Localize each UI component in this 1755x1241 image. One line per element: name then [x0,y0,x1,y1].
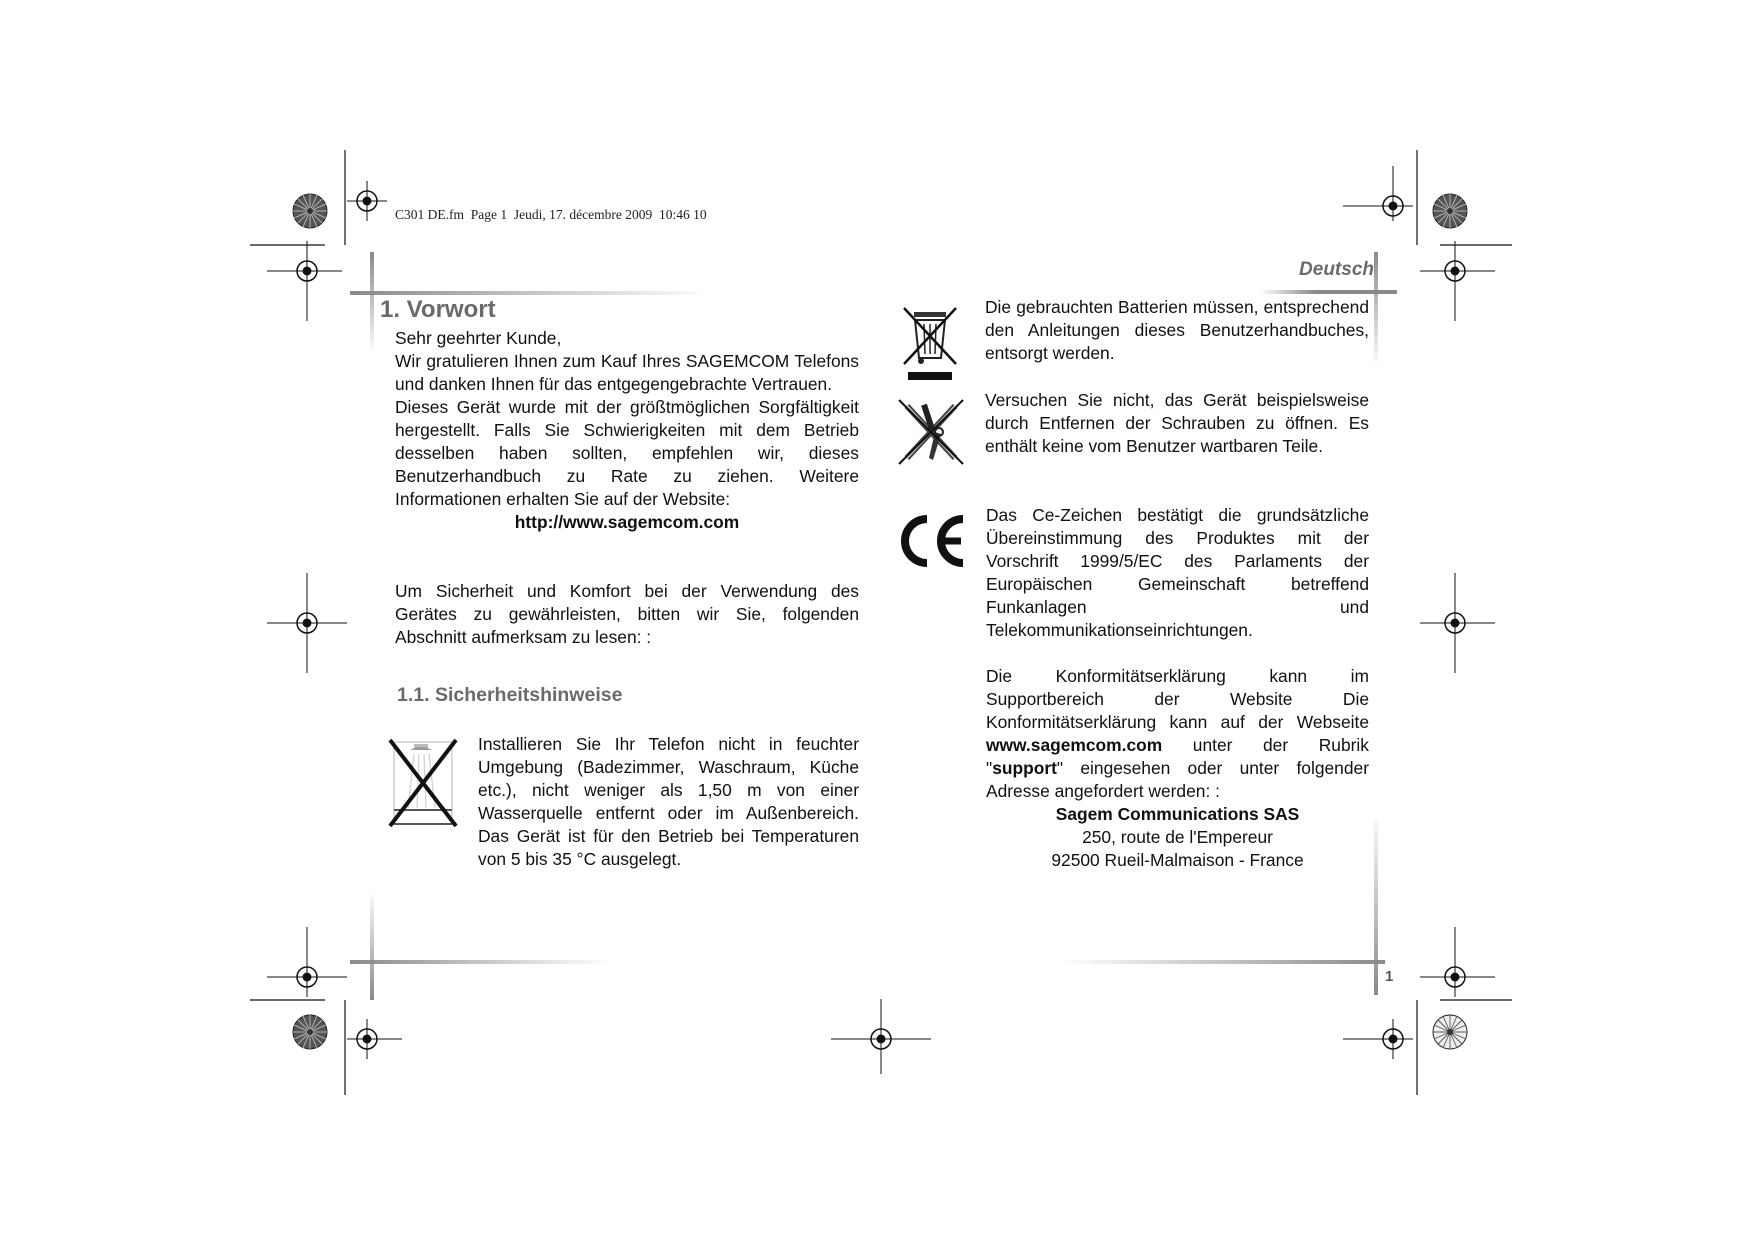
address-company: Sagem Communications SAS [1055,804,1300,824]
ce-line-4: Europäischen Gemeinschaft betreffend [986,574,1369,594]
page-number: 1 [1385,968,1394,985]
support-close-quote: " [1056,758,1064,778]
color-wheel-icon [1432,1014,1468,1050]
conformity-line-3: Konformitätserklärung kann auf der Webseite [986,712,1369,732]
registration-mark-icon [292,256,322,286]
registration-mark-icon [292,962,322,992]
address-street: 250, route de l'Empereur [1082,827,1273,847]
registration-mark-icon [1440,962,1470,992]
registration-mark-icon [866,1024,896,1054]
humidity-text: Installieren Sie Ihr Telefon nicht in feuchter Umgebung (Badezimmer, Waschraum, Küche etc.), nicht weniger als 1,50 m von einer Wasserquelle entfernt oder im Außenbereich. Das Gerät ist für den Betrieb bei Temperaturen von 5 bis 35 °C ausgelegt. [478,734,859,869]
ce-line-1: Das Ce-Zeichen bestätigt die grundsätzliche [986,505,1369,525]
registration-mark-icon [1378,1024,1408,1054]
address-city: 92500 Rueil-Malmaison - France [1051,850,1304,870]
greeting-text: Sehr geehrter Kunde, [395,328,562,348]
language-label: Deutsch [1299,259,1374,280]
registration-mark-icon [352,1024,382,1054]
care-text: Dieses Gerät wurde mit der größtmöglichen Sorgfältigkeit hergestellt. Falls Sie Schwierigkeiten mit dem Betrieb desselben haben sollten, empfehlen wir, dieses Benutzerhandbuch zu Rate zu ziehen. Weitere Informationen erhalten Sie auf der Website: [395,397,859,509]
color-wheel-icon [1432,193,1468,229]
registration-mark-icon [1440,608,1470,638]
open-device-text: Versuchen Sie nicht, das Gerät beispielsweise durch Entfernen der Schrauben zu öffnen. Es enthält keine vom Benutzer wartbaren Teile. [985,390,1369,456]
support-open-quote: " [986,758,993,778]
registration-mark-icon [1378,191,1408,221]
ce-line-5: Funkanlagen und [986,597,1369,617]
support-rubric-name: support [992,758,1057,778]
registration-mark-icon [352,186,382,216]
safety-intro-text: Um Sicherheit und Komfort bei der Verwendung des Gerätes zu gewährleisten, bitten wir Sie, folgenden Abschnitt aufmerksam zu lesen: : [395,581,859,647]
color-wheel-icon [292,1014,328,1050]
ce-line-6: Telekommunikationseinrichtungen. [986,620,1253,640]
section-title: 1.1. Sicherheitshinweise [397,684,623,706]
color-wheel-icon [292,193,328,229]
website-url[interactable]: http://www.sagemcom.com [514,512,740,532]
registration-mark-icon [292,608,322,638]
conformity-line-1: Die Konformitätserklärung kann im [986,666,1369,686]
conformity-line-6: Adresse angefordert werden: : [986,781,1220,801]
conformity-line-2: Supportbereich der Website Die [986,689,1369,709]
intro-text: Wir gratulieren Ihnen zum Kauf Ihres SAGEMCOM Telefons und danken Ihnen für das entgegengebrachte Vertrauen. [395,351,859,394]
batteries-text: Die gebrauchten Batterien müssen, entsprechend den Anleitungen dieses Benutzerhandbuches, entsorgt werden. [985,297,1369,363]
conformity-rubric-text: unter der Rubrik [1192,735,1369,755]
support-url[interactable]: www.sagemcom.com [986,735,1163,755]
chapter-title: 1. Vorwort [380,296,496,323]
ce-line-2: Übereinstimmung des Produktes mit der [986,528,1369,548]
registration-mark-icon [1440,256,1470,286]
conformity-request-text: eingesehen oder unter folgender [1080,758,1369,778]
ce-line-3: Vorschrift 1999/5/EC des Parlaments der [986,551,1369,571]
file-slug: C301 DE.fm Page 1 Jeudi, 17. décembre 2009 10:46 10 [395,207,707,222]
